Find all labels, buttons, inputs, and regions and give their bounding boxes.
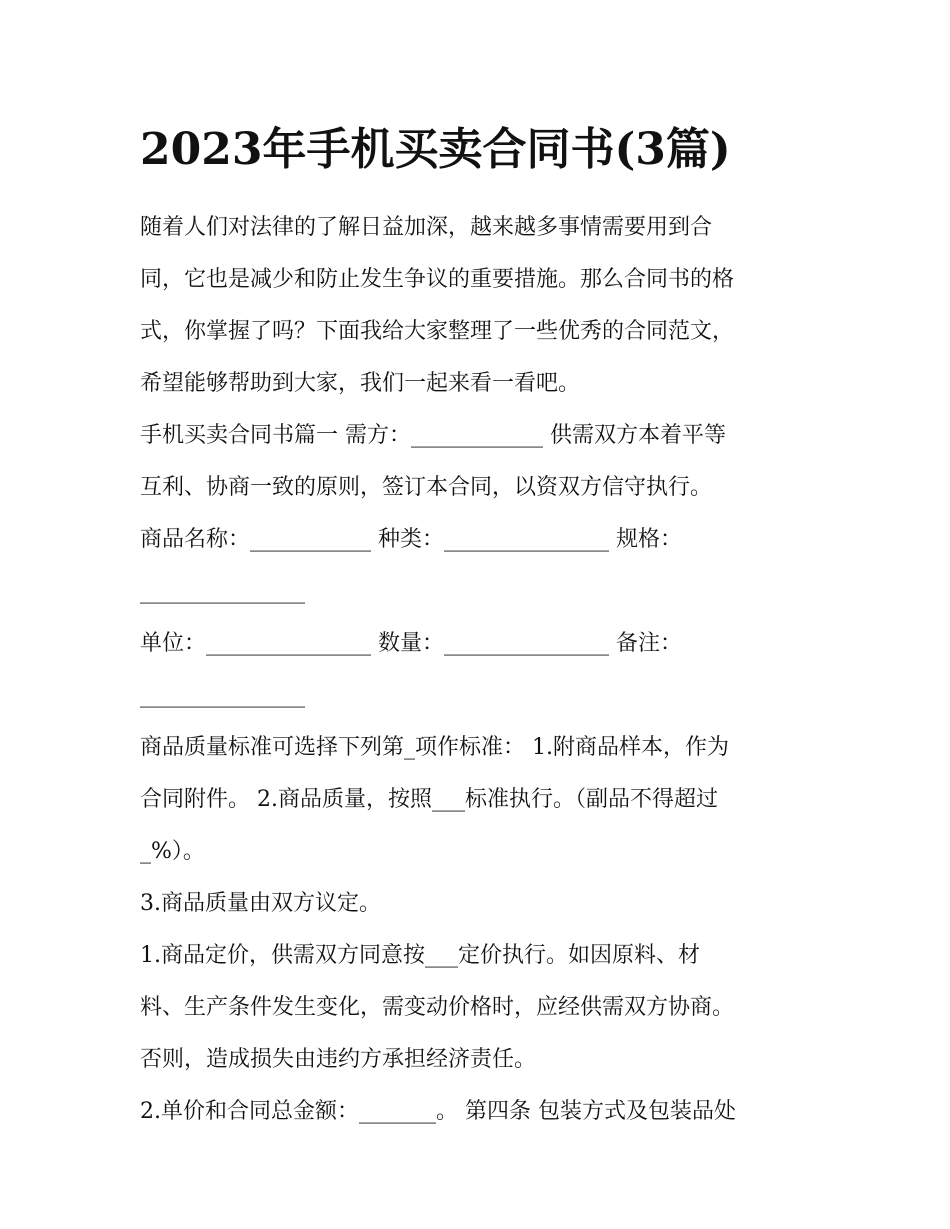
- body-line: 单位：_______________ 数量：_______________ 备注：: [140, 631, 682, 656]
- body-line: 同，它也是减少和防止发生争议的重要措施。那么合同书的格: [140, 267, 735, 292]
- body-line: 随着人们对法律的了解日益加深，越来越多事情需要用到合: [140, 215, 713, 240]
- body-line: _%）。: [140, 839, 205, 864]
- body-line: 3.商品质量由双方议定。: [140, 891, 381, 916]
- body-line: 1.商品定价，供需双方同意按___定价执行。如因原料、材: [140, 943, 700, 968]
- document-title: 2023年手机买卖合同书(3篇): [140, 124, 731, 175]
- body-line: 互利、协商一致的原则，签订本合同，以资双方信守执行。: [140, 475, 713, 500]
- body-line: 手机买卖合同书篇一 需方：____________ 供需双方本着平等: [140, 423, 726, 448]
- document-body: [140, 202, 820, 1138]
- document-page: [140, 110, 820, 1138]
- body-line: 商品名称：___________ 种类：_______________ 规格：: [140, 527, 682, 552]
- body-line: 合同附件。 2.商品质量，按照___标准执行。（副品不得超过: [140, 787, 718, 812]
- body-line: 式，你掌握了吗？下面我给大家整理了一些优秀的合同范文，: [140, 319, 735, 344]
- body-line: 希望能够帮助到大家，我们一起来看一看吧。: [140, 371, 581, 396]
- body-line: 2.单价和合同总金额：_______。 第四条 包装方式及包装品处: [140, 1099, 736, 1124]
- body-line: 料、生产条件发生变化，需变动价格时，应经供需双方协商。: [140, 995, 735, 1020]
- body-line: _______________: [140, 579, 305, 604]
- body-line: _______________: [140, 683, 305, 708]
- body-line: 否则，造成损失由违约方承担经济责任。: [140, 1047, 537, 1072]
- body-line: 商品质量标准可选择下列第_项作标准： 1.附商品样本，作为: [140, 735, 729, 760]
